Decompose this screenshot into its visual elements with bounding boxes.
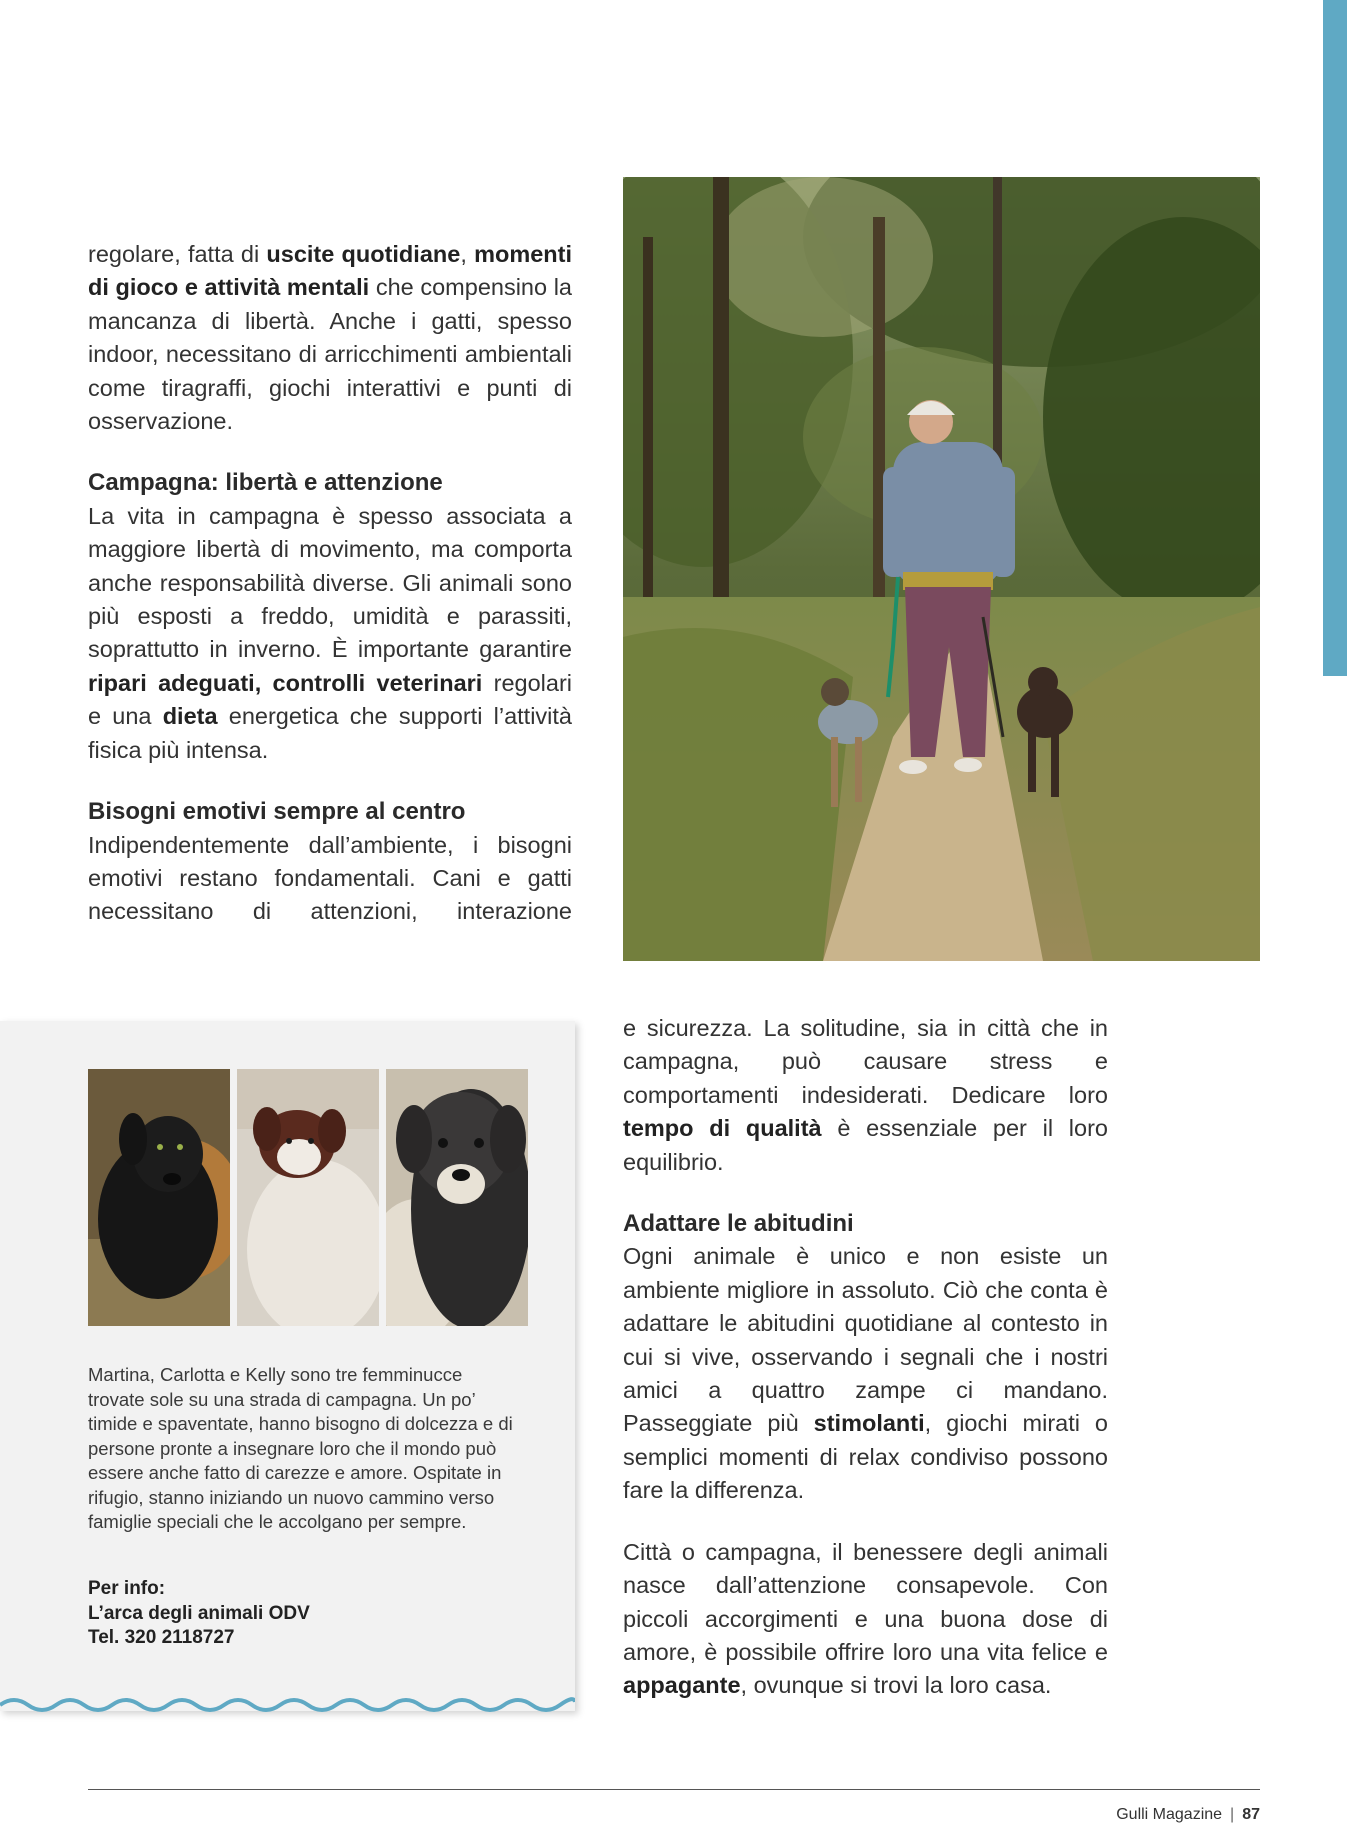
right-text-column (623, 1012, 1108, 1703)
side-accent-tab (1323, 0, 1347, 676)
info-label: Per info: (88, 1578, 166, 1599)
paragraph-adattare: Ogni animale è unico e non esiste un ambiente migliore in assoluto. Ciò che conta è adattare le abitudini quotidiane al contesto in cui si vive, osservando i segnali che i nostri amici a quattro zampe ci mandano. Passeggiate più stimolanti, giochi mirati o semplici momenti di relax condiviso possono fare la differenza. (623, 1243, 1109, 1504)
left-text-column (88, 238, 572, 929)
paragraph-bisogni: Indipendentemente dall’ambiente, i bisogni emotivi restano fondamentali. Cani e gatti necessitano di attenzioni, interazione (88, 831, 572, 925)
paragraph-campagna: La vita in campagna è spesso associata a maggiore libertà di movimento, ma comporta anche responsabilità diverse. Gli animali sono più esposti a freddo, umidità e parassiti, soprattutto in inverno. È importante garantire ripari adeguati, controlli veterinari regolari e una dieta energetica che supporti l’attività fisica più intensa. (88, 502, 572, 763)
photo-person-walking-dogs (623, 177, 1260, 961)
footer-rule (88, 1789, 1260, 1790)
heading-bisogni: Bisogni emotivi sempre al centro (88, 798, 466, 826)
photo-dog-kelly (386, 1069, 528, 1326)
footer-separator: | (1230, 1806, 1235, 1823)
page-number: 87 (1242, 1806, 1260, 1823)
magazine-name: Gulli Magazine (1116, 1806, 1223, 1823)
photo-dog-carlotta (237, 1069, 379, 1326)
heading-adattare: Adattare le abitudini (623, 1210, 854, 1238)
paragraph-conclusion: Città o campagna, il benessere degli animali nasce dall’attenzione consapevole. Con piccoli accorgimenti e una buona dose di amore, è possibile offrire loro una vita felice e appagante, ovunque si trovi la loro casa. (623, 1538, 1108, 1699)
org-name: L’arca degli animali ODV (88, 1602, 310, 1624)
photo-dog-martina (88, 1069, 230, 1326)
adoption-box (0, 1021, 575, 1711)
wave-divider (0, 1690, 575, 1720)
phone-number: Tel. 320 2118727 (88, 1627, 235, 1648)
paragraph-sicurezza: e sicurezza. La solitudine, sia in città che in campagna, può causare stress e comportamenti indesiderati. Dedicare loro tempo di qualità è essenziale per il loro equilibrio. (623, 1015, 1108, 1175)
adoption-contact (88, 1577, 518, 1651)
adoption-description: Martina, Carlotta e Kelly sono tre femminucce trovate sole su una strada di campagna. Un po’ timide e spaventate, hanno bisogno di dolcezza e di persone pronte a insegnare loro che il mondo può essere anche fatto di carezze e amore. Ospitate in rifugio, stanno iniziando un nuovo cammino verso famiglie speciali che le accolgano per sempre. (88, 1364, 513, 1532)
heading-campagna: Campagna: libertà e attenzione (88, 469, 443, 497)
paragraph-city: regolare, fatta di uscite quotidiane, momenti di gioco e attività mentali che compensino la mancanza di libertà. Anche i gatti, spesso indoor, necessitano di arricchimenti ambientali come tiragraffi, giochi interattivi e punti di osservazione. (88, 241, 573, 435)
page-footer (1116, 1806, 1260, 1824)
